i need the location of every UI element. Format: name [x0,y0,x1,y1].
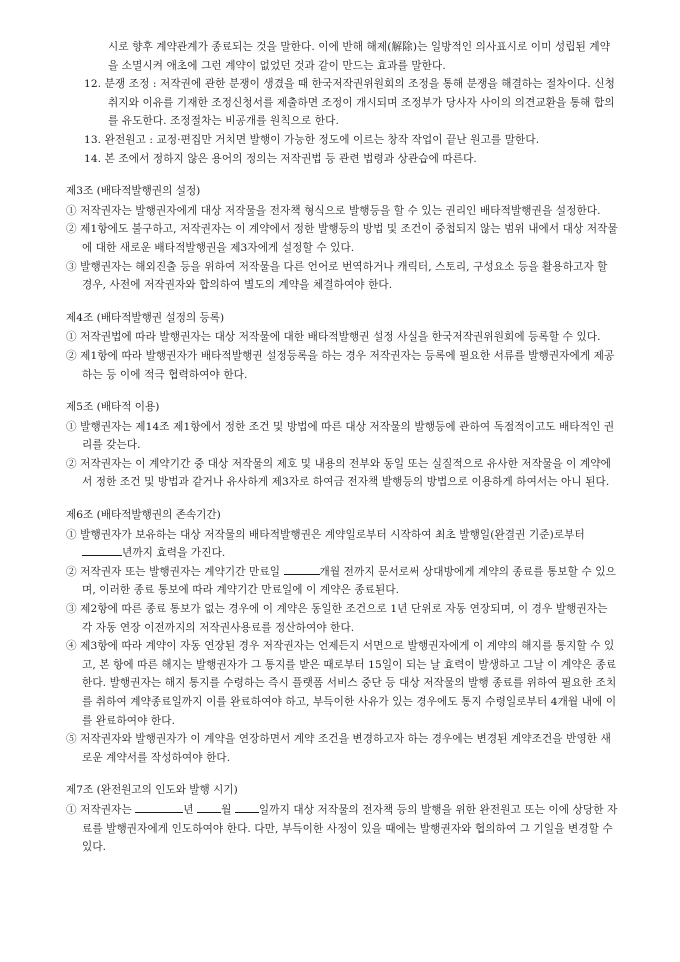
article-5-title: 제5조 (배타적 이용) [66,401,160,414]
article-6-item-1-text-a: ① 발행권자가 보유하는 대상 저작물의 배타적발행권은 계약일로부터 시작하여 최초 발행일(완결권 기준)로부터 [66,528,585,541]
article-4-title: 제4조 (배타적발행권 설정의 등록) [66,311,225,324]
article-7-title: 제7조 (완전원고의 인도와 발행 시기) [66,784,238,797]
article-3 [66,182,620,295]
definition-13: 13. 완전원고 : 교정·편집만 거치면 발행이 가능한 정도에 이르는 창작 작업이 끝난 원고를 말한다. [84,133,540,146]
article-6-item-2-text-b: 개월 전까지 문서로써 상대방에게 계약의 종료를 통보할 수 있으며, 이러한 종료 통보에 따라 계약기간 만료일에 이 계약은 종료된다. [82,565,616,597]
article-7-item-1-text-a: ① 저작권자는 [66,803,136,816]
article-5-item-1: ① 발행권자는 제14조 제1항에서 정한 조건 및 방법에 따른 대상 저작물의 발행등에 관하여 독점적이고도 배타적인 권리를 갖는다. [66,420,615,452]
definition-11-continuation: 시로 향후 계약관계가 종료되는 것을 말한다. 이에 반해 해제(解除)는 일방적인 의사표시로 이미 성립된 계약을 소멸시켜 애초에 그런 계약이 없었던 것과 같이 만드는 효과를 말한다. [108,41,611,72]
article-7-item-1-text-b: 년 [183,803,198,816]
delivery-month-blank[interactable] [197,802,221,813]
article-7-item-1 [66,801,620,857]
article-4 [66,309,620,384]
article-3-title: 제3조 (배타적발행권의 설정) [66,185,201,198]
article-7-item-1-text-d: 일까지 대상 저작물의 전자책 등의 발행을 위한 완전원고 또는 이에 상당한 자료를 발행권자에게 인도하여야 한다. 다만, 부득이한 사정이 있을 때에는 발행권자와 협의하여 그 기일을 변경할 수 있다. [82,803,618,854]
article-6-item-3: ③ 제2항에 따른 종료 통보가 없는 경우에 이 계약은 동일한 조건으로 1년 단위로 자동 연장되며, 이 경우 발행권자는 각 자동 연장 이전까지의 저작권사용료를 정산하여야 한다. [66,603,608,634]
article-6-item-1-text-b: 년까지 효력을 가진다. [122,547,226,560]
term-years-blank[interactable] [82,545,122,556]
article-6-item-2 [66,563,620,600]
article-6-item-2-text-a: ② 저작권자 또는 발행권자는 계약기간 만료일 [66,565,284,578]
article-7 [66,781,620,856]
article-4-item-1: ① 저작권법에 따라 발행권자는 대상 저작물에 대한 배타적발행권 설정 사실을 한국저작권위원회에 등록할 수 있다. [66,331,601,344]
article-4-item-2: ② 제1항에 따라 발행권자가 배타적발행권 설정등록을 하는 경우 저작권자는 등록에 필요한 서류를 발행권자에게 제공하는 등 이에 적극 협력하여야 한다. [66,349,615,381]
article-6 [66,506,620,767]
article-5 [66,398,620,492]
article-3-item-2: ② 제1항에도 불구하고, 저작권자는 이 계약에서 정한 발행등의 방법 및 조건이 중첩되지 않는 범위 내에서 대상 저작물에 대한 새로운 배타적발행권을 제3자에게 설정할 수 있다. [66,223,618,254]
definition-14: 14. 본 조에서 정하지 않은 용어의 정의는 저작권법 등 관련 법령과 상관습에 따른다. [84,152,477,165]
article-5-item-2: ② 저작권자는 이 계약기간 중 대상 저작물의 제호 및 내용의 전부와 동일 또는 실질적으로 유사한 저작물을 이 계약에서 정한 조건 및 방법과 같거나 유사하게 제3자로 하여금 전자책 발행등의 방법으로 이용하게 하여서는 아니 된다. [66,457,611,489]
definition-12: 12. 분쟁 조정 : 저작권에 관한 분쟁이 생겼을 때 한국저작권위원회의 조정을 통해 분쟁을 해결하는 절차이다. 신청취지와 이유를 기재한 조정신청서를 제출하면 조정이 개시되며 조정부가 당사자 사이의 의견교환을 통해 합의를 유도한다. 조정절차는 비공개를 원칙으로 한다. [84,78,615,128]
article-6-item-4: ④ 제3항에 따라 계약이 자동 연장된 경우 저작권자는 언제든지 서면으로 발행권자에게 이 계약의 해지를 통지할 수 있고, 본 항에 따른 해지는 발행권자가 그 통지를 받은 때로부터 15일이 되는 날 효력이 발생하고 그날 이 계약은 종료한다. 발행권자는 해지 통지를 수령하는 즉시 플랫폼 서비스 중단 등 대상 저작물의 발행 종료를 위하여 필요한 조치를 취하여 계약종료일까지 이를 완료하여야 하고, 부득이한 사유가 있는 경우에도 통지 수령일로부터 4개월 내에 이를 완료하여야 한다. [66,640,617,727]
article-7-item-1-text-c: 월 [221,803,235,816]
article-6-title: 제6조 (배타적발행권의 존속기간) [66,509,221,522]
notice-months-blank[interactable] [284,564,320,575]
article-6-item-1 [66,526,620,563]
article-3-item-3: ③ 발행권자는 해외진출 등을 위하여 저작물을 다른 언어로 번역하거나 캐릭터, 스토리, 구성요소 등을 활용하고자 할 경우, 사전에 저작권자와 합의하여 별도의 계약을 체결하여야 한다. [66,260,608,292]
article-6-item-5: ⑤ 저작권자와 발행권자가 이 계약을 연장하면서 계약 조건을 변경하고자 하는 경우에는 변경된 계약조건을 반영한 새로운 계약서를 작성하여야 한다. [66,733,611,764]
delivery-year-blank[interactable] [135,802,183,813]
delivery-day-blank[interactable] [235,802,259,813]
article-3-item-1: ① 저작권자는 발행권자에게 대상 저작물을 전자책 형식으로 발행등을 할 수 있는 권리인 배타적발행권을 설정한다. [66,204,601,217]
